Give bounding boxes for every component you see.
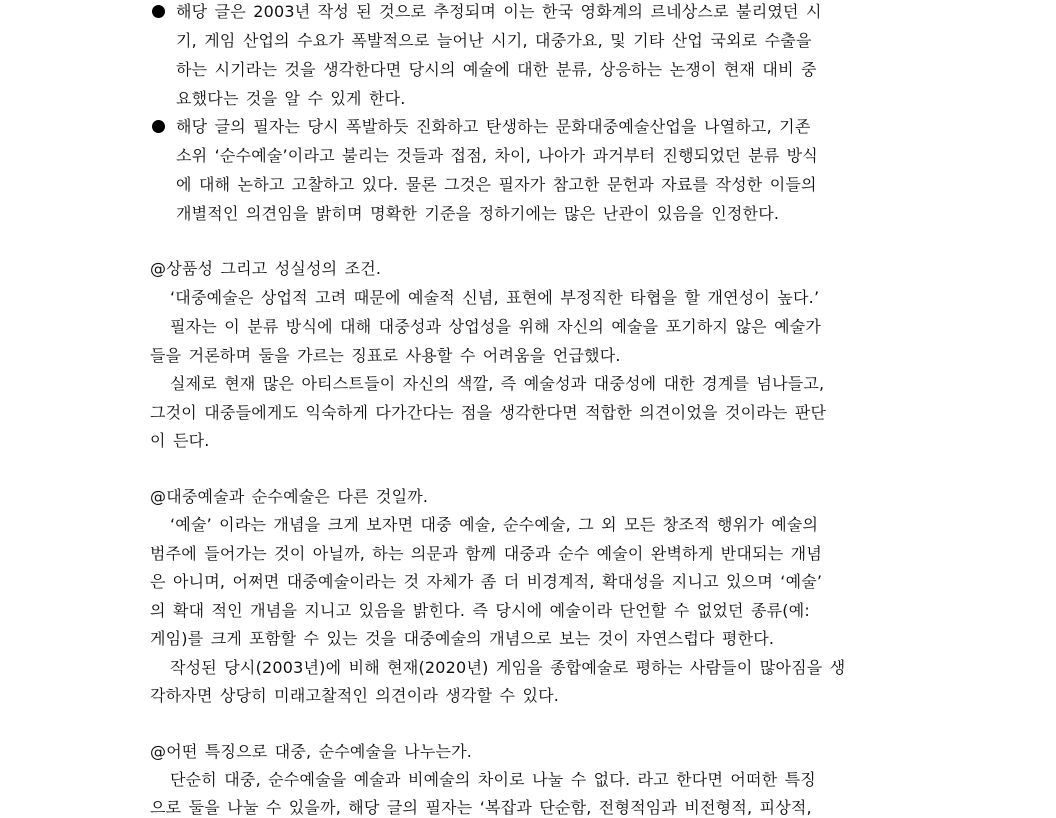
- section-2-line-5: 게임)를 크게 포함할 수 있는 것을 대중예술의 개념으로 보는 것이 자연스럽다 평한다.: [150, 629, 775, 648]
- bullet-2-line-3: 에 대해 논하고 고찰하고 있다. 물론 그것은 필자가 참고한 문헌과 자료를 작성한 이들의: [176, 175, 817, 194]
- section-1-line-4: 실제로 현재 많은 아티스트들이 자신의 색깔, 즉 예술성과 대중성에 대한 경계를 넘나들고,: [170, 374, 825, 393]
- section-1-line-2: 필자는 이 분류 방식에 대해 대중성과 상업성을 위해 자신의 예술을 포기하지 않은 예술가: [170, 317, 822, 336]
- section-1-line-6: 이 든다.: [150, 431, 210, 450]
- section-3-line-1: 단순히 대중, 순수예술을 예술과 비예술의 차이로 나눌 수 없다. 라고 한다면 어떠한 특징: [170, 770, 816, 789]
- section-1-line-5: 그것이 대중들에게도 익숙하게 다가간다는 점을 생각한다면 적합한 의견이었을 것이라는 판단: [150, 403, 827, 422]
- section-1-line-1: ‘대중예술은 상업적 고려 때문에 예술적 신념, 표현에 부정직한 타협을 할 개연성이 높다.’: [170, 288, 820, 307]
- bullet-2-line-1: 해당 글의 필자는 당시 폭발하듯 진화하고 탄생하는 문화대중예술산업을 나열하고, 기존: [176, 117, 811, 136]
- section-2-line-3: 은 아니며, 어쩌면 대중예술이라는 것 자체가 좀 더 비경계적, 확대성을 지니고 있으며 ‘예술’: [150, 572, 823, 591]
- section-2-line-1: ‘예술’ 이라는 개념을 크게 보자면 대중 예술, 순수예술, 그 외 모든 창조적 행위가 예술의: [170, 515, 819, 534]
- bullet-1-line-4: 요했다는 것을 알 수 있게 한다.: [176, 89, 406, 108]
- section-1-heading: @상품성 그리고 성실성의 조건.: [150, 259, 382, 278]
- section-2-line-6: 작성된 당시(2003년)에 비해 현재(2020년) 게임을 종합예술로 평하는 사람들이 많아짐을 생: [170, 658, 846, 677]
- section-2-line-2: 범주에 들어가는 것이 아닐까, 하는 의문과 함께 대중과 순수 예술이 완벽하게 반대되는 개념: [150, 544, 822, 563]
- section-2-line-4: 의 확대 적인 개념을 지니고 있음을 밝힌다. 즉 당시에 예술이라 단언할 수 없었던 종류(예:: [150, 601, 810, 620]
- section-2-heading: @대중예술과 순수예술은 다른 것일까.: [150, 487, 429, 506]
- bullet-2-line-4: 개별적인 의견임을 밝히며 명확한 기준을 정하기에는 많은 난관이 있음을 인정한다.: [176, 204, 780, 223]
- section-2-line-7: 각하자면 상당히 미래고찰적인 의견이라 생각할 수 있다.: [150, 686, 560, 705]
- bullet-dot-icon: [152, 120, 165, 133]
- section-3-heading: @어떤 특징으로 대중, 순수예술을 나누는가.: [150, 742, 473, 761]
- bullet-1-line-2: 기, 게임 산업의 수요가 폭발적으로 늘어난 시기, 대중가요, 및 기타 산업 국외로 수출을: [176, 31, 812, 50]
- bullet-2-line-2: 소위 ‘순수예술’이라고 불리는 것들과 접점, 차이, 나아가 과거부터 진행되었던 분류 방식: [176, 146, 818, 165]
- bullet-dot-icon: [152, 5, 165, 18]
- section-1-line-3: 들을 거론하며 둘을 가르는 징표로 사용할 수 어려움을 언급했다.: [150, 346, 621, 365]
- bullet-1-line-1: 해당 글은 2003년 작성 된 것으로 추정되며 이는 한국 영화계의 르네상스로 불리였던 시: [176, 2, 822, 21]
- section-3-line-2: 으로 둘을 나눌 수 있을까, 해당 글의 필자는 ‘복잡과 단순함, 전형적임과 비전형적, 피상적,: [150, 798, 812, 817]
- bullet-1-line-3: 하는 시기라는 것을 생각한다면 당시의 예술에 대한 분류, 상응하는 논쟁이 현재 대비 중: [176, 60, 817, 79]
